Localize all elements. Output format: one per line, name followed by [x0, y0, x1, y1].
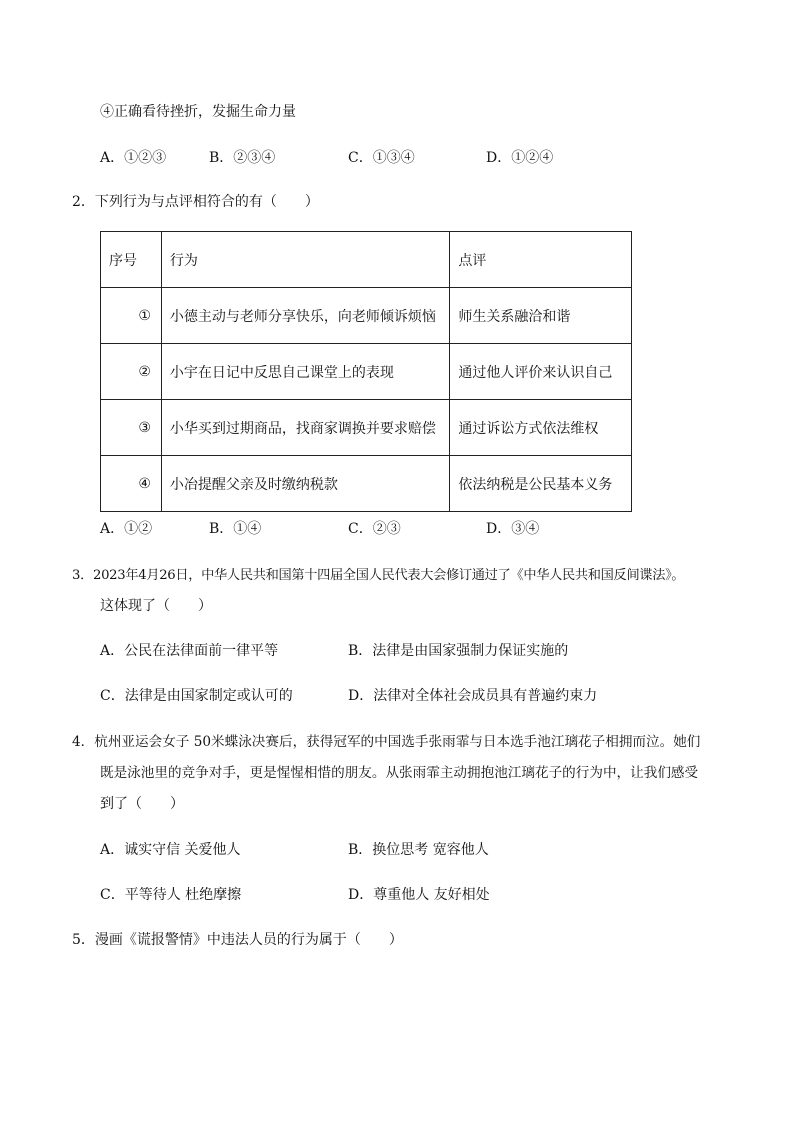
- table-header-row: [101, 232, 632, 288]
- q2-option-a[interactable]: A．①②: [100, 521, 153, 537]
- table-row: [101, 288, 632, 344]
- table-cell-behavior: 小德主动与老师分享快乐，向老师倾诉烦恼: [161, 288, 449, 344]
- q1-item-4: ④正确看待挫折，发掘生命力量: [100, 104, 296, 120]
- q4-stem-line1: 4．杭州亚运会女子 50米蝶泳决赛后，获得冠军的中国选手张雨霏与日本选手池江璃花子相拥而泣。她们: [72, 734, 701, 750]
- q2-option-b[interactable]: B．①④: [209, 521, 262, 537]
- q3-option-a[interactable]: A．公民在法律面前一律平等: [100, 643, 279, 659]
- q4-option-a[interactable]: A．诚实守信 关爱他人: [100, 842, 241, 858]
- q1-option-b[interactable]: B．②③④: [209, 150, 276, 166]
- table-cell-number: ①: [101, 288, 162, 344]
- q3-stem-line2: 这体现了（ ）: [100, 598, 212, 614]
- q4-option-d[interactable]: D．尊重他人 友好相处: [348, 887, 490, 903]
- q2-stem: 2．下列行为与点评相符合的有（ ）: [72, 194, 319, 210]
- table-header-cell: 行为: [161, 232, 449, 288]
- q1-option-c[interactable]: C．①③④: [348, 150, 415, 166]
- q3-option-c[interactable]: C．法律是由国家制定或认可的: [100, 688, 293, 704]
- table-header-cell: 点评: [450, 232, 632, 288]
- table-cell-comment: 师生关系融洽和谐: [450, 288, 632, 344]
- table-cell-comment: 通过他人评价来认识自己: [450, 344, 632, 400]
- table-cell-comment: 依法纳税是公民基本义务: [450, 456, 632, 512]
- q3-option-d[interactable]: D．法律对全体社会成员具有普遍约束力: [348, 688, 598, 704]
- table-header-cell: 序号: [101, 232, 162, 288]
- q1-option-d[interactable]: D．①②④: [486, 150, 554, 166]
- q4-stem-line3: 到了（ ）: [100, 796, 184, 812]
- q4-stem-line2: 既是泳池里的竞争对手，更是惺惺相惜的朋友。从张雨霏主动拥抱池江璃花子的行为中，让我们感受: [100, 765, 699, 781]
- q2-option-c[interactable]: C．②③: [348, 521, 401, 537]
- table-cell-number: ④: [101, 456, 162, 512]
- table-cell-comment: 通过诉讼方式依法维权: [450, 400, 632, 456]
- q2-option-d[interactable]: D．③④: [486, 521, 540, 537]
- q4-option-c[interactable]: C．平等待人 杜绝摩擦: [100, 887, 242, 903]
- table-cell-behavior: 小华买到过期商品，找商家调换并要求赔偿: [161, 400, 449, 456]
- table-row: [101, 456, 632, 512]
- table-cell-number: ②: [101, 344, 162, 400]
- q1-option-a[interactable]: A．①②③: [100, 150, 167, 166]
- table-row: [101, 344, 632, 400]
- q4-option-b[interactable]: B．换位思考 宽容他人: [348, 842, 489, 858]
- q5-stem: 5．漫画《谎报警情》中违法人员的行为属于（ ）: [72, 932, 403, 948]
- q3-stem-line1: 3．2023年4月26日，中华人民共和国第十四届全国人民代表大会修订通过了《中华人民共和国反间谍法》。: [72, 568, 685, 583]
- table-cell-behavior: 小冶提醒父亲及时缴纳税款: [161, 456, 449, 512]
- q3-option-b[interactable]: B．法律是由国家强制力保证实施的: [348, 643, 569, 659]
- q2-table: [100, 231, 632, 512]
- table-cell-number: ③: [101, 400, 162, 456]
- table-cell-behavior: 小宇在日记中反思自己课堂上的表现: [161, 344, 449, 400]
- table-row: [101, 400, 632, 456]
